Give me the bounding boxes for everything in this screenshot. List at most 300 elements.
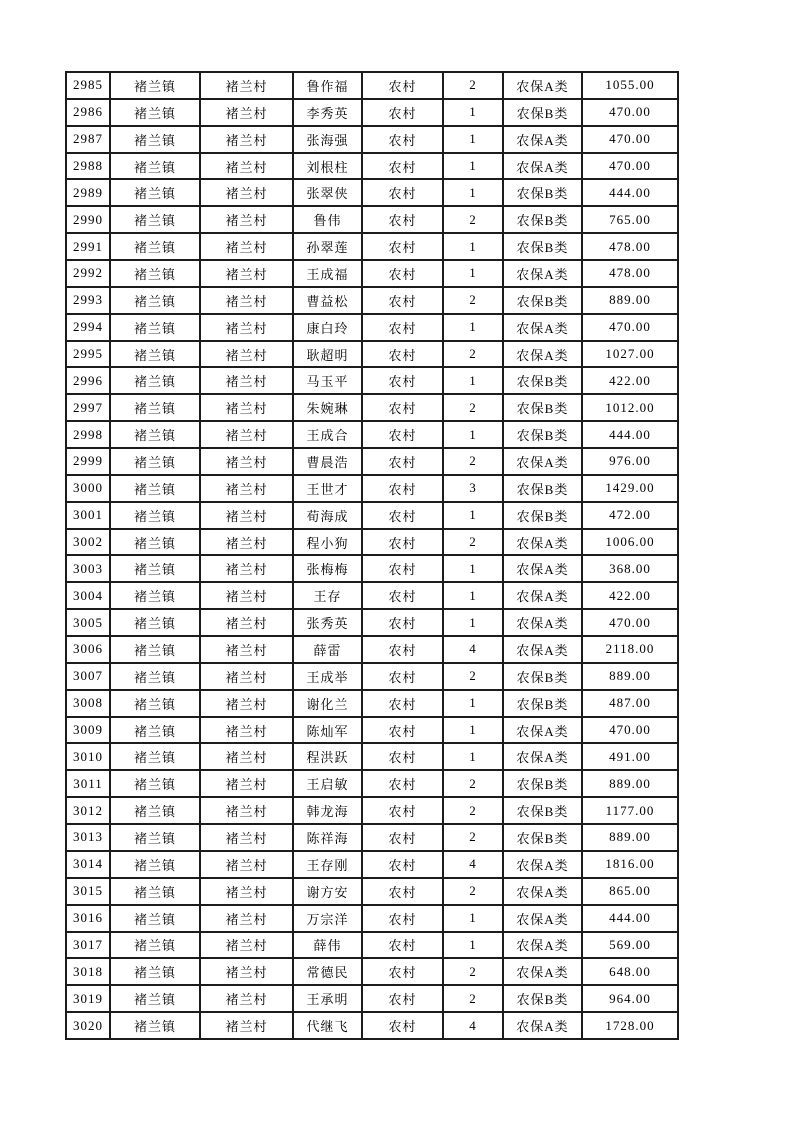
category-cell: 农村 [362,153,443,180]
amount-cell: 964.00 [582,985,678,1012]
row-id-cell: 3014 [66,851,110,878]
category-cell: 农村 [362,609,443,636]
town-cell: 褚兰镇 [110,72,200,99]
town-cell: 褚兰镇 [110,636,200,663]
amount-cell: 491.00 [582,743,678,770]
category-cell: 农村 [362,72,443,99]
town-cell: 褚兰镇 [110,314,200,341]
category-cell: 农村 [362,985,443,1012]
table-row [66,717,678,744]
person-count-cell: 1 [443,690,503,717]
category-cell: 农村 [362,421,443,448]
insurance-type-cell: 农保B类 [503,502,582,529]
table-row [66,502,678,529]
person-count-cell: 1 [443,126,503,153]
person-count-cell: 2 [443,770,503,797]
amount-cell: 444.00 [582,421,678,448]
person-name-cell: 王成合 [293,421,362,448]
benefits-table [65,71,679,1040]
category-cell: 农村 [362,743,443,770]
town-cell: 褚兰镇 [110,475,200,502]
row-id-cell: 2988 [66,153,110,180]
amount-cell: 889.00 [582,824,678,851]
amount-cell: 470.00 [582,126,678,153]
row-id-cell: 3007 [66,663,110,690]
insurance-type-cell: 农保B类 [503,985,582,1012]
village-cell: 褚兰村 [200,1012,293,1039]
insurance-type-cell: 农保A类 [503,126,582,153]
category-cell: 农村 [362,260,443,287]
amount-cell: 2118.00 [582,636,678,663]
person-count-cell: 2 [443,797,503,824]
category-cell: 农村 [362,287,443,314]
insurance-type-cell: 农保A类 [503,72,582,99]
town-cell: 褚兰镇 [110,153,200,180]
category-cell: 农村 [362,905,443,932]
table-row [66,878,678,905]
town-cell: 褚兰镇 [110,797,200,824]
person-count-cell: 2 [443,72,503,99]
row-id-cell: 3004 [66,582,110,609]
amount-cell: 1728.00 [582,1012,678,1039]
row-id-cell: 2998 [66,421,110,448]
insurance-type-cell: 农保B类 [503,99,582,126]
town-cell: 褚兰镇 [110,448,200,475]
person-count-cell: 1 [443,717,503,744]
town-cell: 褚兰镇 [110,179,200,206]
table-row [66,770,678,797]
row-id-cell: 2990 [66,206,110,233]
insurance-type-cell: 农保A类 [503,878,582,905]
row-id-cell: 2986 [66,99,110,126]
category-cell: 农村 [362,824,443,851]
category-cell: 农村 [362,529,443,556]
person-count-cell: 1 [443,99,503,126]
amount-cell: 478.00 [582,260,678,287]
category-cell: 农村 [362,367,443,394]
table-row [66,932,678,959]
category-cell: 农村 [362,341,443,368]
person-name-cell: 谢方安 [293,878,362,905]
insurance-type-cell: 农保B类 [503,394,582,421]
village-cell: 褚兰村 [200,448,293,475]
table-row [66,314,678,341]
table-row [66,797,678,824]
category-cell: 农村 [362,932,443,959]
insurance-type-cell: 农保B类 [503,206,582,233]
person-name-cell: 程洪跃 [293,743,362,770]
row-id-cell: 3008 [66,690,110,717]
village-cell: 褚兰村 [200,502,293,529]
insurance-type-cell: 农保A类 [503,1012,582,1039]
row-id-cell: 3001 [66,502,110,529]
insurance-type-cell: 农保A类 [503,958,582,985]
town-cell: 褚兰镇 [110,743,200,770]
village-cell: 褚兰村 [200,260,293,287]
village-cell: 褚兰村 [200,663,293,690]
town-cell: 褚兰镇 [110,609,200,636]
person-name-cell: 谢化兰 [293,690,362,717]
amount-cell: 648.00 [582,958,678,985]
amount-cell: 422.00 [582,367,678,394]
insurance-type-cell: 农保B类 [503,770,582,797]
row-id-cell: 2987 [66,126,110,153]
insurance-type-cell: 农保B类 [503,797,582,824]
table-row [66,394,678,421]
amount-cell: 765.00 [582,206,678,233]
town-cell: 褚兰镇 [110,582,200,609]
village-cell: 褚兰村 [200,690,293,717]
table-row [66,99,678,126]
village-cell: 褚兰村 [200,743,293,770]
row-id-cell: 2993 [66,287,110,314]
person-name-cell: 康白玲 [293,314,362,341]
village-cell: 褚兰村 [200,394,293,421]
village-cell: 褚兰村 [200,582,293,609]
table-row [66,153,678,180]
person-count-cell: 2 [443,529,503,556]
table-row [66,1012,678,1039]
category-cell: 农村 [362,797,443,824]
row-id-cell: 2989 [66,179,110,206]
person-count-cell: 1 [443,502,503,529]
category-cell: 农村 [362,717,443,744]
table-row [66,985,678,1012]
table-row [66,636,678,663]
table-row [66,958,678,985]
village-cell: 褚兰村 [200,770,293,797]
person-name-cell: 薛雷 [293,636,362,663]
person-name-cell: 马玉平 [293,367,362,394]
town-cell: 褚兰镇 [110,555,200,582]
amount-cell: 865.00 [582,878,678,905]
insurance-type-cell: 农保A类 [503,851,582,878]
town-cell: 褚兰镇 [110,233,200,260]
row-id-cell: 2995 [66,341,110,368]
village-cell: 褚兰村 [200,636,293,663]
village-cell: 褚兰村 [200,233,293,260]
category-cell: 农村 [362,582,443,609]
village-cell: 褚兰村 [200,717,293,744]
insurance-type-cell: 农保A类 [503,153,582,180]
amount-cell: 1012.00 [582,394,678,421]
town-cell: 褚兰镇 [110,394,200,421]
insurance-type-cell: 农保B类 [503,287,582,314]
person-count-cell: 3 [443,475,503,502]
amount-cell: 470.00 [582,609,678,636]
person-name-cell: 王承明 [293,985,362,1012]
person-name-cell: 张翠侠 [293,179,362,206]
person-count-cell: 2 [443,985,503,1012]
row-id-cell: 3020 [66,1012,110,1039]
row-id-cell: 3012 [66,797,110,824]
village-cell: 褚兰村 [200,932,293,959]
table-row [66,448,678,475]
insurance-type-cell: 农保B类 [503,475,582,502]
amount-cell: 889.00 [582,770,678,797]
row-id-cell: 3016 [66,905,110,932]
table-row [66,126,678,153]
person-name-cell: 王存 [293,582,362,609]
village-cell: 褚兰村 [200,287,293,314]
person-name-cell: 朱婉琳 [293,394,362,421]
category-cell: 农村 [362,690,443,717]
amount-cell: 1055.00 [582,72,678,99]
amount-cell: 470.00 [582,99,678,126]
category-cell: 农村 [362,878,443,905]
table-row [66,743,678,770]
insurance-type-cell: 农保B类 [503,663,582,690]
amount-cell: 444.00 [582,179,678,206]
village-cell: 褚兰村 [200,529,293,556]
person-count-cell: 2 [443,958,503,985]
category-cell: 农村 [362,1012,443,1039]
table-row [66,529,678,556]
table-row [66,260,678,287]
person-count-cell: 1 [443,932,503,959]
row-id-cell: 3006 [66,636,110,663]
table-row [66,905,678,932]
category-cell: 农村 [362,502,443,529]
insurance-type-cell: 农保B类 [503,233,582,260]
row-id-cell: 2985 [66,72,110,99]
insurance-type-cell: 农保A类 [503,636,582,663]
insurance-type-cell: 农保A类 [503,717,582,744]
village-cell: 褚兰村 [200,99,293,126]
table-row [66,690,678,717]
person-count-cell: 2 [443,394,503,421]
person-count-cell: 1 [443,555,503,582]
person-name-cell: 陈祥海 [293,824,362,851]
person-name-cell: 代继飞 [293,1012,362,1039]
insurance-type-cell: 农保A类 [503,529,582,556]
person-count-cell: 4 [443,851,503,878]
town-cell: 褚兰镇 [110,126,200,153]
table-row [66,421,678,448]
person-name-cell: 耿超明 [293,341,362,368]
town-cell: 褚兰镇 [110,985,200,1012]
person-name-cell: 张梅梅 [293,555,362,582]
person-count-cell: 1 [443,179,503,206]
village-cell: 褚兰村 [200,153,293,180]
person-name-cell: 李秀英 [293,99,362,126]
town-cell: 褚兰镇 [110,932,200,959]
row-id-cell: 3009 [66,717,110,744]
insurance-type-cell: 农保A类 [503,448,582,475]
table-row [66,582,678,609]
amount-cell: 1027.00 [582,341,678,368]
table-row [66,367,678,394]
category-cell: 农村 [362,475,443,502]
amount-cell: 1006.00 [582,529,678,556]
amount-cell: 487.00 [582,690,678,717]
row-id-cell: 3013 [66,824,110,851]
village-cell: 褚兰村 [200,126,293,153]
table-body [66,72,678,1039]
town-cell: 褚兰镇 [110,287,200,314]
insurance-type-cell: 农保B类 [503,367,582,394]
row-id-cell: 2999 [66,448,110,475]
person-count-cell: 1 [443,743,503,770]
village-cell: 褚兰村 [200,797,293,824]
category-cell: 农村 [362,314,443,341]
amount-cell: 976.00 [582,448,678,475]
person-count-cell: 2 [443,824,503,851]
person-name-cell: 孙翠莲 [293,233,362,260]
village-cell: 褚兰村 [200,314,293,341]
person-count-cell: 1 [443,582,503,609]
amount-cell: 472.00 [582,502,678,529]
category-cell: 农村 [362,233,443,260]
town-cell: 褚兰镇 [110,260,200,287]
category-cell: 农村 [362,851,443,878]
person-count-cell: 2 [443,206,503,233]
village-cell: 褚兰村 [200,609,293,636]
town-cell: 褚兰镇 [110,367,200,394]
town-cell: 褚兰镇 [110,529,200,556]
person-name-cell: 程小狗 [293,529,362,556]
row-id-cell: 3019 [66,985,110,1012]
village-cell: 褚兰村 [200,878,293,905]
town-cell: 褚兰镇 [110,421,200,448]
village-cell: 褚兰村 [200,905,293,932]
town-cell: 褚兰镇 [110,99,200,126]
person-name-cell: 王启敏 [293,770,362,797]
insurance-type-cell: 农保A类 [503,260,582,287]
row-id-cell: 3015 [66,878,110,905]
village-cell: 褚兰村 [200,475,293,502]
insurance-type-cell: 农保B类 [503,421,582,448]
table-row [66,555,678,582]
insurance-type-cell: 农保A类 [503,932,582,959]
category-cell: 农村 [362,636,443,663]
amount-cell: 1429.00 [582,475,678,502]
person-name-cell: 刘根柱 [293,153,362,180]
insurance-type-cell: 农保A类 [503,905,582,932]
amount-cell: 1816.00 [582,851,678,878]
insurance-type-cell: 农保B类 [503,179,582,206]
person-name-cell: 王世才 [293,475,362,502]
town-cell: 褚兰镇 [110,905,200,932]
village-cell: 褚兰村 [200,179,293,206]
row-id-cell: 3005 [66,609,110,636]
person-name-cell: 薛伟 [293,932,362,959]
person-count-cell: 1 [443,905,503,932]
row-id-cell: 2992 [66,260,110,287]
town-cell: 褚兰镇 [110,958,200,985]
insurance-type-cell: 农保A类 [503,314,582,341]
person-name-cell: 万宗洋 [293,905,362,932]
person-count-cell: 4 [443,1012,503,1039]
category-cell: 农村 [362,126,443,153]
table-row [66,72,678,99]
person-count-cell: 1 [443,367,503,394]
person-name-cell: 曹益松 [293,287,362,314]
person-count-cell: 2 [443,878,503,905]
row-id-cell: 3002 [66,529,110,556]
town-cell: 褚兰镇 [110,1012,200,1039]
town-cell: 褚兰镇 [110,824,200,851]
person-name-cell: 曹晨浩 [293,448,362,475]
village-cell: 褚兰村 [200,824,293,851]
row-id-cell: 2996 [66,367,110,394]
person-name-cell: 陈灿军 [293,717,362,744]
person-name-cell: 王成举 [293,663,362,690]
insurance-type-cell: 农保B类 [503,824,582,851]
category-cell: 农村 [362,179,443,206]
category-cell: 农村 [362,555,443,582]
person-count-cell: 1 [443,153,503,180]
person-name-cell: 荀海成 [293,502,362,529]
person-count-cell: 2 [443,341,503,368]
amount-cell: 470.00 [582,153,678,180]
town-cell: 褚兰镇 [110,690,200,717]
amount-cell: 470.00 [582,314,678,341]
person-count-cell: 4 [443,636,503,663]
row-id-cell: 2994 [66,314,110,341]
table-row [66,287,678,314]
row-id-cell: 3018 [66,958,110,985]
village-cell: 褚兰村 [200,367,293,394]
person-count-cell: 1 [443,609,503,636]
table-row [66,233,678,260]
table-row [66,824,678,851]
table-row [66,206,678,233]
insurance-type-cell: 农保A类 [503,609,582,636]
category-cell: 农村 [362,448,443,475]
town-cell: 褚兰镇 [110,770,200,797]
amount-cell: 444.00 [582,905,678,932]
amount-cell: 889.00 [582,287,678,314]
town-cell: 褚兰镇 [110,663,200,690]
table-row [66,179,678,206]
amount-cell: 478.00 [582,233,678,260]
person-count-cell: 1 [443,260,503,287]
row-id-cell: 3017 [66,932,110,959]
person-name-cell: 韩龙海 [293,797,362,824]
village-cell: 褚兰村 [200,341,293,368]
category-cell: 农村 [362,206,443,233]
category-cell: 农村 [362,958,443,985]
row-id-cell: 3000 [66,475,110,502]
person-name-cell: 王成福 [293,260,362,287]
person-name-cell: 王存刚 [293,851,362,878]
row-id-cell: 3010 [66,743,110,770]
insurance-type-cell: 农保A类 [503,743,582,770]
person-count-cell: 1 [443,421,503,448]
person-count-cell: 2 [443,663,503,690]
row-id-cell: 3003 [66,555,110,582]
category-cell: 农村 [362,99,443,126]
village-cell: 褚兰村 [200,555,293,582]
town-cell: 褚兰镇 [110,878,200,905]
row-id-cell: 3011 [66,770,110,797]
amount-cell: 1177.00 [582,797,678,824]
category-cell: 农村 [362,663,443,690]
category-cell: 农村 [362,770,443,797]
village-cell: 褚兰村 [200,421,293,448]
insurance-type-cell: 农保A类 [503,555,582,582]
insurance-type-cell: 农保A类 [503,582,582,609]
amount-cell: 569.00 [582,932,678,959]
town-cell: 褚兰镇 [110,206,200,233]
amount-cell: 368.00 [582,555,678,582]
village-cell: 褚兰村 [200,206,293,233]
person-count-cell: 2 [443,448,503,475]
person-name-cell: 鲁伟 [293,206,362,233]
table-row [66,609,678,636]
insurance-type-cell: 农保B类 [503,690,582,717]
